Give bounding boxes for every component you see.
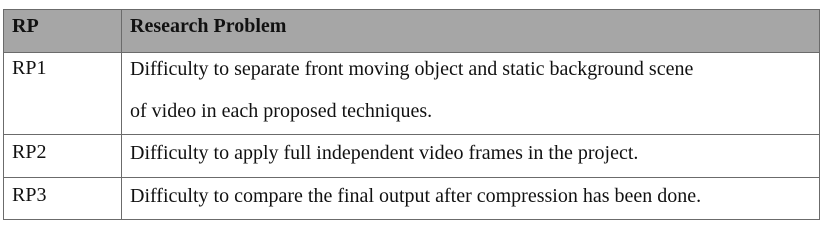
- column-header-research-problem: Research Problem: [122, 10, 820, 53]
- research-problem-text: Difficulty to separate front moving object and static background scene: [130, 58, 694, 80]
- research-problem-cell: [122, 53, 820, 135]
- table-row: [4, 178, 820, 220]
- research-problem-cell: [122, 135, 820, 178]
- rp-id-cell: RP3: [4, 178, 122, 220]
- rp-id-cell: RP1: [4, 53, 122, 135]
- column-header-rp: RP: [4, 10, 122, 53]
- research-problem-text: Difficulty to compare the final output after compression has been done.: [130, 185, 702, 207]
- research-problem-text: of video in each proposed techniques.: [130, 100, 433, 122]
- table-header-row: [4, 10, 820, 53]
- research-problem-table: [3, 9, 820, 220]
- research-problem-text: Difficulty to apply full independent video frames in the project.: [130, 142, 639, 164]
- table-row: [4, 135, 820, 178]
- research-problem-cell: [122, 178, 820, 220]
- table-row: [4, 53, 820, 135]
- rp-id-cell: RP2: [4, 135, 122, 178]
